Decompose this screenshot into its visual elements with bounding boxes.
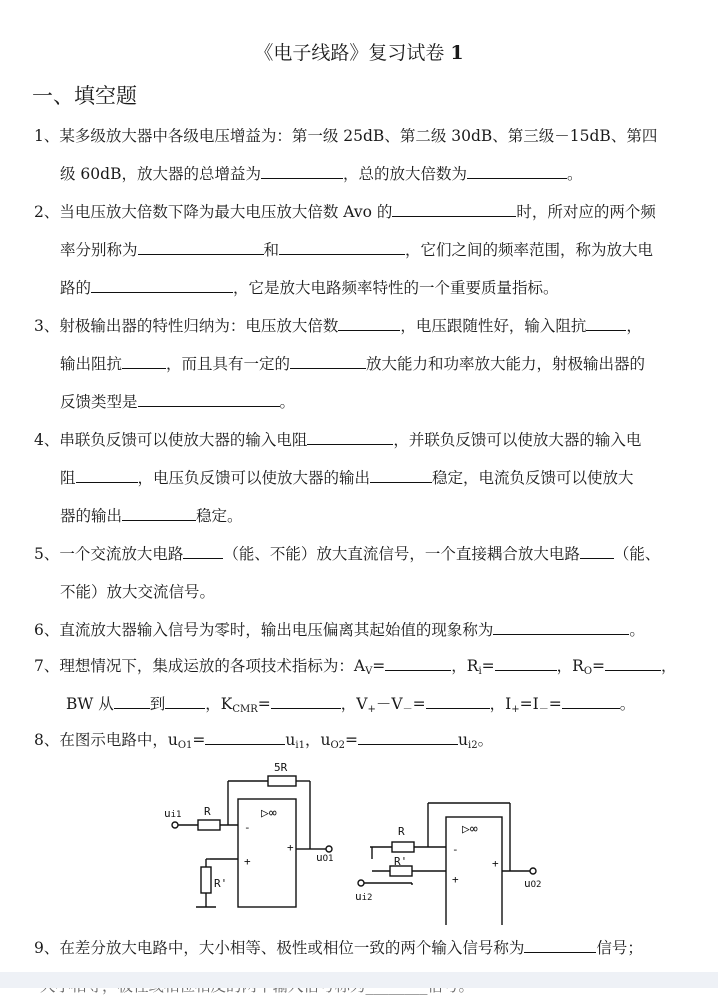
question-1-line-1: 1、某多级放大器中各级电压增益为：第一级 25dB、第二级 30dB、第三级－15dB、第四 [34, 127, 658, 145]
label-r-2: R [398, 825, 405, 838]
blank[interactable] [467, 165, 567, 179]
label-r-prime-1: R' [214, 877, 228, 890]
blank[interactable] [183, 545, 223, 559]
blank[interactable] [493, 621, 629, 635]
minus-sign-1: - [244, 821, 251, 834]
blank[interactable] [385, 657, 451, 671]
blank[interactable] [562, 695, 620, 709]
question-7-line-1: 7、理想情况下，集成运放的各项技术指标为：$A_V=$ ，$R_i=$ ，$R_O=$ ， [34, 657, 677, 677]
blank[interactable] [165, 695, 205, 709]
question-8-line-1: 8、在图示电路中，$u_{O1}= u_{i1}$，$u_{O2}= u_{i2}$。 [34, 731, 494, 751]
blank[interactable] [122, 507, 196, 521]
blank[interactable] [122, 355, 166, 369]
resistor-r-prime-1 [201, 867, 211, 893]
input-terminal-2 [358, 880, 364, 886]
blank[interactable] [138, 393, 280, 407]
circuit-1 [172, 776, 332, 907]
blank[interactable] [290, 355, 366, 369]
blank[interactable] [605, 657, 661, 671]
input-terminal-1 [172, 822, 178, 828]
blank[interactable] [426, 695, 490, 709]
output-terminal-2 [530, 868, 536, 874]
question-6-line-1: 6、直流放大器输入信号为零时，输出电压偏离其起始值的现象称为 。 [34, 621, 645, 639]
section-heading: 一、填空题 [32, 84, 137, 108]
question-4-line-2: 阻 ，电压负反馈可以使放大器的输出 稳定，电流负反馈可以使放大 [60, 469, 634, 487]
blank[interactable] [392, 203, 516, 217]
minus-sign-2: - [452, 843, 459, 856]
question-5-line-1: 5、一个交流放大电路 （能、不能）放大直流信号，一个直接耦合放大电路 （能、 [34, 545, 661, 563]
output-terminal-1 [326, 846, 332, 852]
question-1-line-2: 级 60dB，放大器的总增益为 ，总的放大倍数为 。 [60, 165, 583, 183]
plus-sign-2b: + [492, 857, 499, 870]
blank[interactable] [271, 695, 341, 709]
question-4-line-1: 4、串联负反馈可以使放大器的输入电阻 ，并联负反馈可以使放大器的输入电 [34, 431, 642, 449]
question-5-line-2: 不能）放大交流信号。 [60, 583, 216, 601]
question-3-line-3: 反馈类型是 。 [60, 393, 296, 411]
resistor-r-1 [198, 820, 220, 830]
question-2-line-3: 路的 ，它是放大电路频率特性的一个重要质量指标。 [60, 279, 559, 297]
question-3-line-2: 输出阻抗 ，而且具有一定的 放大能力和功率放大能力，射极输出器的 [60, 355, 646, 373]
label-output-2: uO2 [524, 877, 542, 890]
question-2-line-2: 率分别称为 和 ，它们之间的频率范围，称为放大电 [60, 241, 654, 259]
plus-sign-1: + [244, 855, 251, 868]
page-bottom-edge [0, 972, 718, 988]
question-4-line-3: 器的输出 稳定。 [60, 507, 243, 525]
label-5r: 5R [274, 761, 288, 774]
question-7-line-2: BW 从 到 ，$K_{CMR}=$ ，$V_+-V_-=$ ，$I_+=I_-=$ 。 [66, 695, 636, 715]
blank[interactable] [205, 731, 285, 745]
resistor-r-2 [392, 842, 414, 852]
label-input-1: ui1 [164, 807, 182, 820]
opamp-1-symbol: ▷∞ [261, 806, 277, 821]
blank[interactable] [91, 279, 233, 293]
circuit-diagram [150, 755, 570, 925]
opamp-2-symbol: ▷∞ [462, 822, 478, 837]
label-output-1: uO1 [316, 851, 334, 864]
resistor-5r [268, 776, 296, 786]
blank[interactable] [358, 731, 458, 745]
plus-sign-2: + [452, 873, 459, 886]
plus-sign-1b: + [287, 841, 294, 854]
blank[interactable] [495, 657, 557, 671]
label-r-prime-2: R' [394, 855, 408, 868]
blank[interactable] [586, 317, 626, 331]
circuit-2 [358, 803, 536, 925]
document-title: 《电子线路》复习试卷 1 [254, 42, 464, 64]
blank[interactable] [580, 545, 614, 559]
blank[interactable] [76, 469, 138, 483]
label-r-1: R [204, 805, 211, 818]
blank[interactable] [261, 165, 343, 179]
blank[interactable] [370, 469, 432, 483]
label-input-2: ui2 [355, 890, 373, 903]
blank[interactable] [307, 431, 393, 445]
blank[interactable] [338, 317, 400, 331]
blank[interactable] [114, 695, 150, 709]
blank[interactable] [279, 241, 405, 255]
question-9-line-1: 9、在差分放大电路中，大小相等、极性或相位一致的两个输入信号称为 信号； [34, 939, 643, 957]
blank[interactable] [524, 939, 596, 953]
blank[interactable] [138, 241, 264, 255]
question-2-line-1: 2、当电压放大倍数下降为最大电压放大倍数 Avo 的 时，所对应的两个频 [34, 203, 656, 221]
question-3-line-1: 3、射极输出器的特性归纳为：电压放大倍数 ，电压跟随性好，输入阻抗 ， [34, 317, 642, 335]
